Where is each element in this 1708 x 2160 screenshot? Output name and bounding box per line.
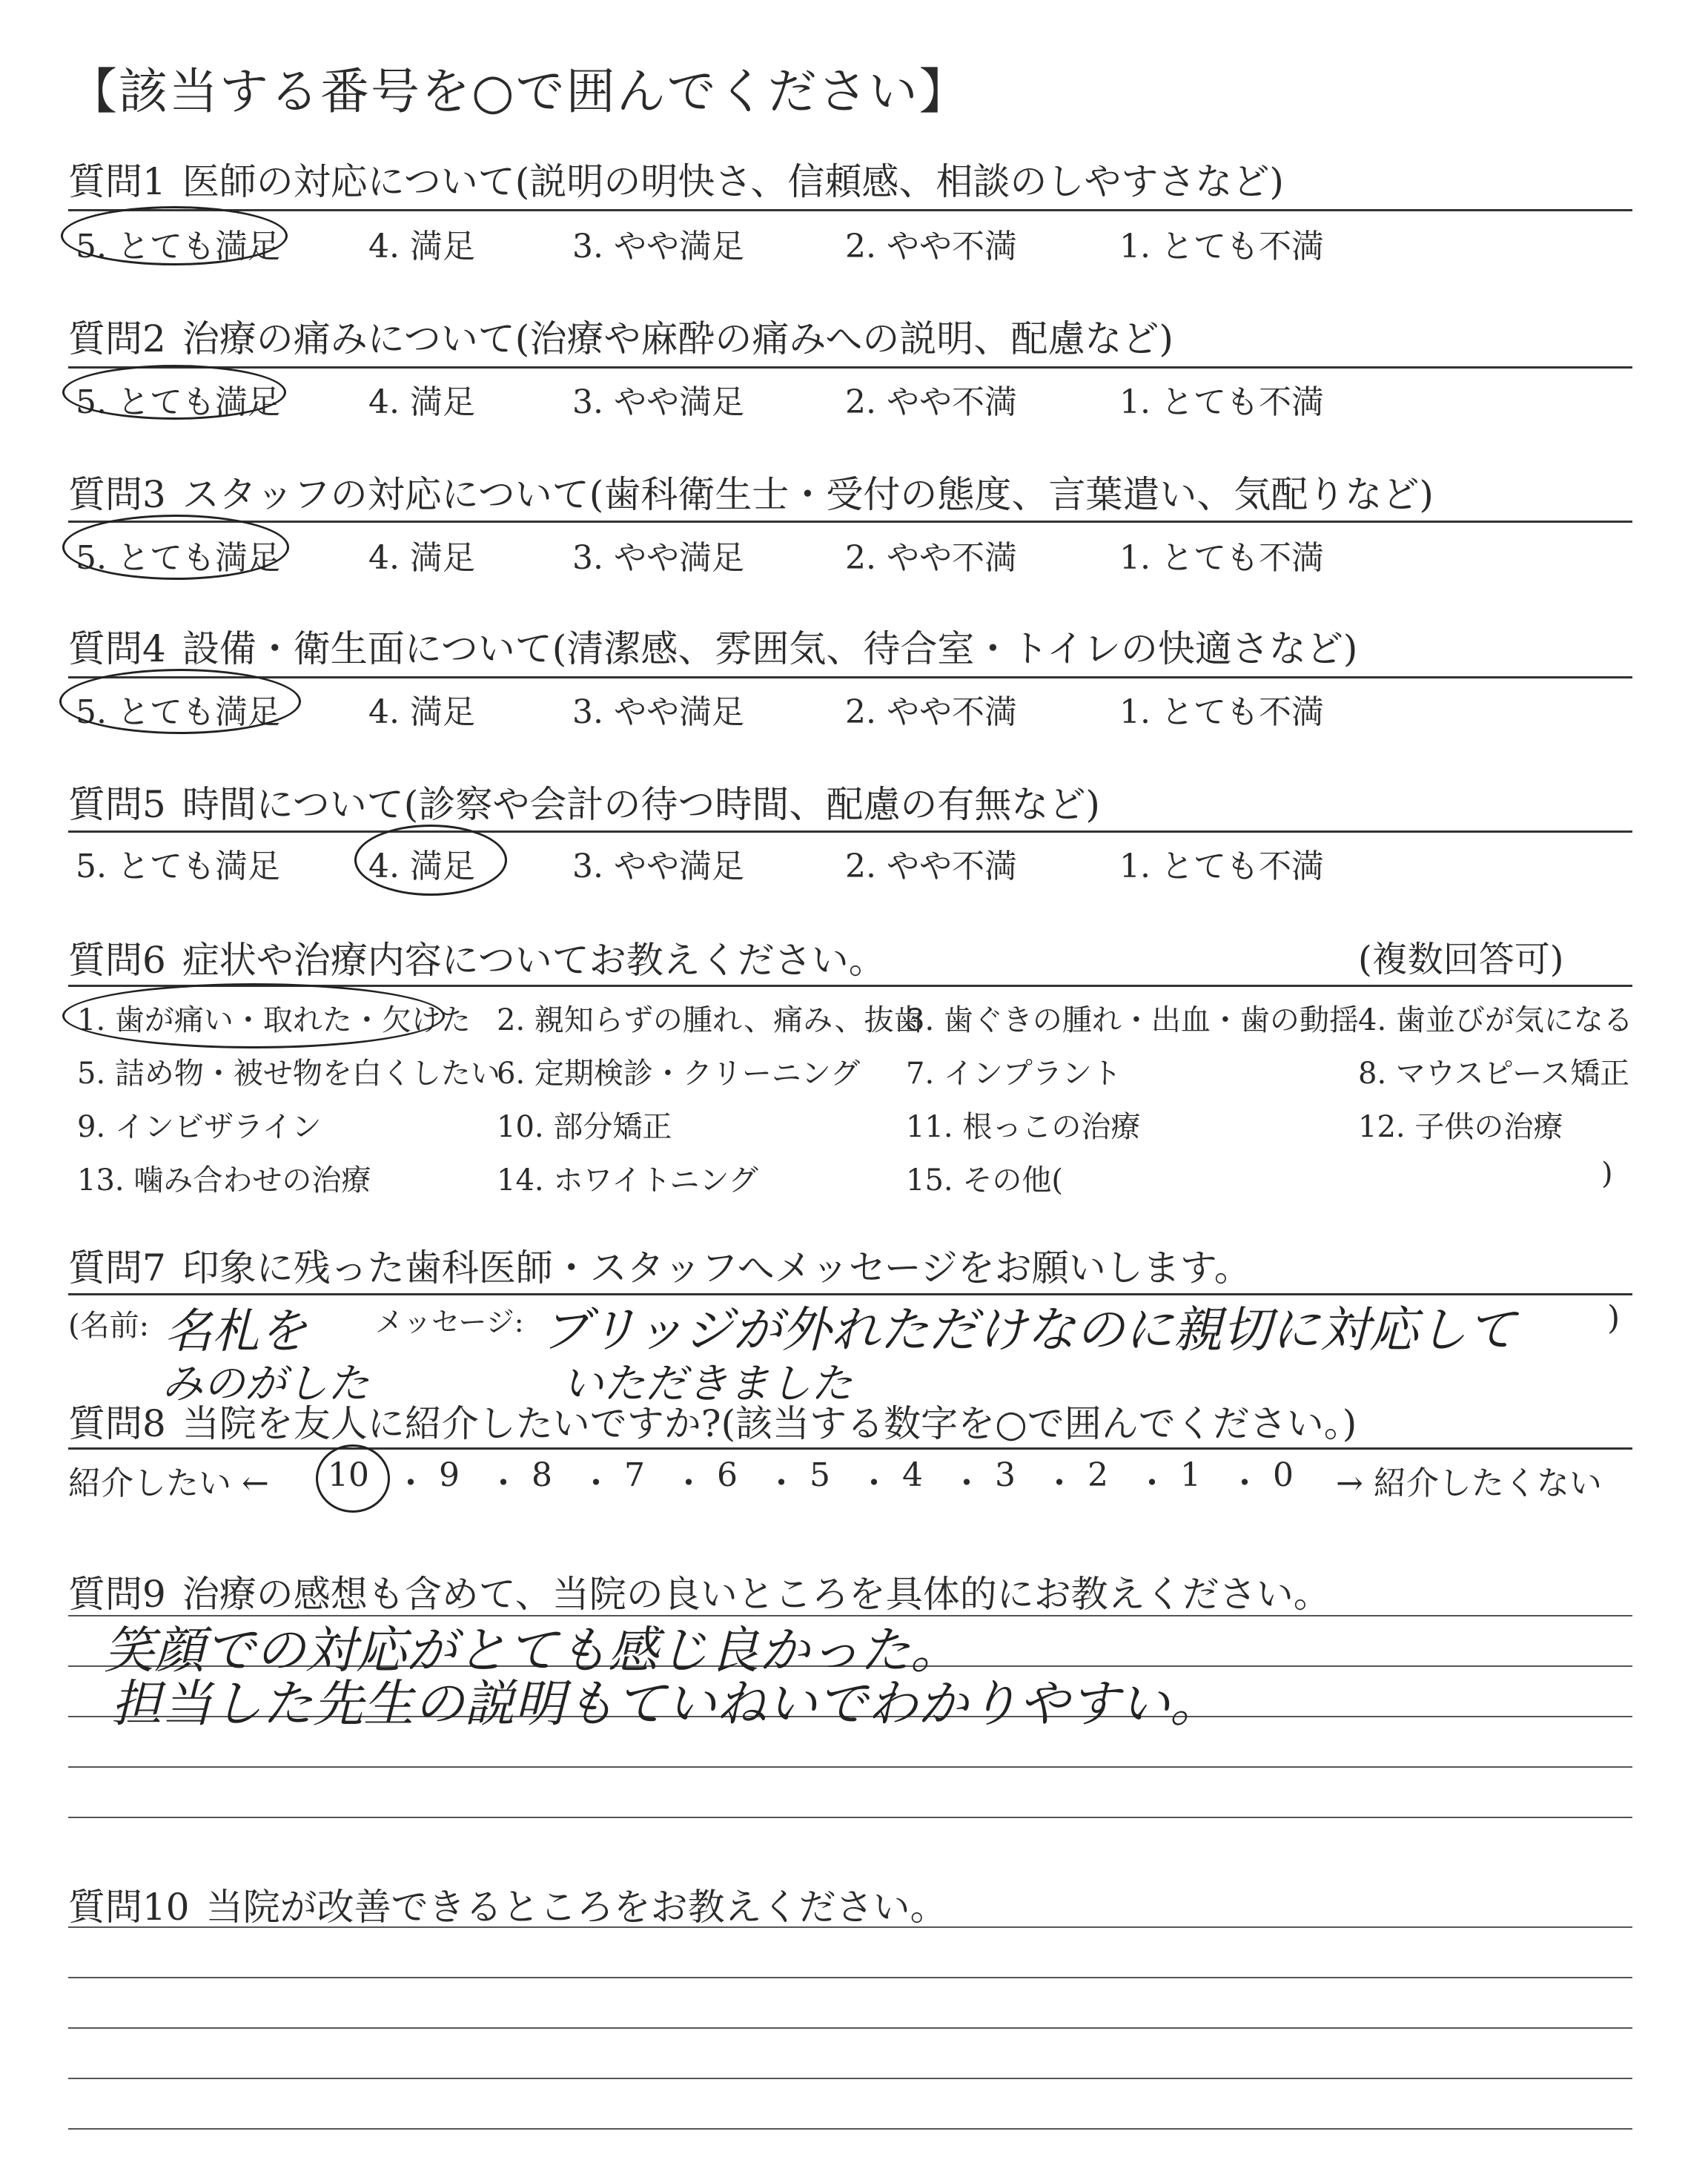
question-text: スタッフの対応について(歯科衛生士・受付の態度、言葉遣い、気配りなど) — [182, 473, 1434, 516]
question-text: 時間について(診察や会計の待つ時間、配慮の有無など) — [182, 783, 1100, 826]
option-2[interactable]: 2. やや不満 — [845, 693, 1017, 731]
answer-line — [68, 2128, 1632, 2130]
option-3[interactable]: 3. やや満足 — [572, 848, 744, 885]
option-1[interactable]: 1. とても不満 — [1119, 383, 1324, 421]
page-title: 【該当する番号を○で囲んでください】 — [68, 63, 970, 120]
scale-10[interactable]: 10 — [328, 1456, 369, 1494]
scale-dot: ・ — [858, 1464, 890, 1502]
option-3[interactable]: 3. やや満足 — [572, 383, 744, 421]
option-4[interactable]: 4. 満足 — [368, 383, 475, 421]
option-4[interactable]: 4. 満足 — [368, 848, 475, 885]
option-1[interactable]: 1. とても不満 — [1119, 539, 1324, 577]
divider — [68, 209, 1632, 211]
scale-dot: ・ — [1228, 1464, 1261, 1502]
question-number: 質問4 — [68, 627, 166, 670]
scale-dot: ・ — [1136, 1464, 1168, 1502]
divider — [68, 830, 1632, 833]
q5-options — [68, 839, 1632, 891]
q6-option-7[interactable]: 7. インプラント — [906, 1057, 1122, 1091]
q6-option-1[interactable]: 1. 歯が痛い・取れた・欠けた — [77, 1003, 471, 1037]
divider — [68, 521, 1632, 523]
q2-options — [68, 375, 1632, 427]
multiple-answers-note: (複数回答可) — [1358, 939, 1564, 980]
q6-option-5[interactable]: 5. 詰め物・被せ物を白くしたい — [77, 1057, 500, 1091]
answer-text-line-2[interactable]: 担当した先生の説明もていねいでわかりやすい。 — [111, 1675, 1221, 1734]
scale-dot: ・ — [487, 1464, 520, 1502]
option-5[interactable]: 5. とても満足 — [76, 228, 280, 265]
answer-line — [68, 1926, 1632, 1928]
question-number: 質問9 — [68, 1573, 166, 1616]
question-3 — [68, 465, 1434, 518]
option-4[interactable]: 4. 満足 — [368, 539, 475, 577]
question-4 — [68, 619, 1357, 673]
divider — [68, 985, 1632, 987]
message-label: メッセージ: — [375, 1306, 524, 1338]
q6-option-6[interactable]: 6. 定期検診・クリーニング — [497, 1057, 861, 1091]
question-number: 質問1 — [68, 160, 166, 203]
question-number: 質問8 — [68, 1402, 166, 1445]
scale-8[interactable]: 8 — [532, 1456, 552, 1494]
option-2[interactable]: 2. やや不満 — [845, 848, 1017, 885]
question-text: 設備・衛生面について(清潔感、雰囲気、待合室・トイレの快適さなど) — [182, 627, 1358, 670]
option-5[interactable]: 5. とても満足 — [76, 539, 280, 577]
scale-dot: ・ — [765, 1464, 798, 1502]
scale-7[interactable]: 7 — [624, 1456, 645, 1494]
name-value-line-2[interactable]: みのがした — [162, 1360, 369, 1408]
q6-option-2[interactable]: 2. 親知らずの腫れ、痛み、抜歯 — [497, 1003, 924, 1037]
option-1[interactable]: 1. とても不満 — [1119, 693, 1324, 731]
question-text: 症状や治療内容についてお教えください。 — [182, 939, 886, 982]
question-text: 治療の痛みについて(治療や麻酔の痛みへの説明、配慮など) — [182, 317, 1174, 360]
scale-dot: ・ — [394, 1464, 427, 1502]
option-3[interactable]: 3. やや満足 — [572, 539, 744, 577]
question-text: 当院が改善できるところをお教えください。 — [205, 1886, 947, 1929]
option-1[interactable]: 1. とても不満 — [1119, 848, 1324, 885]
q6-option-12[interactable]: 12. 子供の治療 — [1358, 1110, 1563, 1144]
scale-dot: ・ — [1043, 1464, 1076, 1502]
question-number: 質問6 — [68, 939, 166, 982]
message-value-line-1[interactable]: ブリッジが外れただけなのに親切に対応して — [541, 1301, 1516, 1358]
scale-left-label: 紹介したい ← — [68, 1464, 269, 1502]
option-1[interactable]: 1. とても不満 — [1119, 228, 1324, 265]
question-text: 印象に残った歯科医師・スタッフへメッセージをお願いします。 — [182, 1246, 1251, 1289]
question-1 — [68, 152, 1284, 205]
option-2[interactable]: 2. やや不満 — [845, 228, 1017, 265]
close-paren: ) — [1607, 1299, 1621, 1337]
question-number: 質問7 — [68, 1246, 166, 1289]
q4-options — [68, 685, 1632, 737]
scale-dot: ・ — [950, 1464, 983, 1502]
q6-option-11[interactable]: 11. 根っこの治療 — [906, 1110, 1141, 1144]
q6-option-10[interactable]: 10. 部分矯正 — [497, 1110, 672, 1144]
option-5[interactable]: 5. とても満足 — [76, 693, 280, 731]
question-number: 質問5 — [68, 783, 166, 826]
scale-dot: ・ — [580, 1464, 612, 1502]
option-5[interactable]: 5. とても満足 — [76, 383, 280, 421]
q3-options — [68, 531, 1632, 583]
divider — [68, 1447, 1632, 1450]
question-number: 質問10 — [68, 1886, 190, 1929]
option-5[interactable]: 5. とても満足 — [76, 848, 280, 885]
name-value-line-1[interactable]: 名札を — [165, 1304, 307, 1359]
q6-other-close-paren: ) — [1601, 1157, 1613, 1191]
option-3[interactable]: 3. やや満足 — [572, 228, 744, 265]
question-8 — [68, 1394, 1357, 1447]
scale-6[interactable]: 6 — [717, 1456, 738, 1494]
question-10 — [68, 1877, 947, 1931]
option-2[interactable]: 2. やや不満 — [845, 383, 1017, 421]
scale-1[interactable]: 1 — [1180, 1456, 1201, 1494]
answer-line — [68, 1817, 1632, 1818]
q6-options — [68, 997, 1632, 1219]
answer-text-line-1[interactable]: 笑顔での対応がとても感じ良かった。 — [104, 1622, 961, 1680]
q6-option-14[interactable]: 14. ホワイトニング — [497, 1163, 758, 1198]
question-6 — [68, 931, 1632, 984]
answer-line — [68, 2027, 1632, 2029]
question-5 — [68, 775, 1100, 828]
q6-option-3[interactable]: 3. 歯ぐきの腫れ・出血・歯の動揺 — [906, 1003, 1359, 1037]
q6-option-15[interactable]: 15. その他( — [906, 1163, 1063, 1198]
scale-0[interactable]: 0 — [1273, 1456, 1294, 1494]
question-text: 医師の対応について(説明の明快さ、信頼感、相談のしやすさなど) — [182, 160, 1284, 203]
question-7 — [68, 1238, 1251, 1292]
option-4[interactable]: 4. 満足 — [368, 228, 475, 265]
scale-9[interactable]: 9 — [439, 1456, 460, 1494]
scale-dot: ・ — [672, 1464, 705, 1502]
name-label: (名前: — [68, 1309, 150, 1343]
divider — [68, 366, 1632, 369]
question-text: 治療の感想も含めて、当院の良いところを具体的にお教えください。 — [182, 1573, 1331, 1616]
message-value-line-2[interactable]: いただきました — [562, 1360, 853, 1408]
option-3[interactable]: 3. やや満足 — [572, 693, 744, 731]
answer-line — [68, 2078, 1632, 2079]
recommend-scale — [68, 1456, 1632, 1508]
q6-option-9[interactable]: 9. インビザライン — [77, 1110, 322, 1144]
divider — [68, 676, 1632, 678]
q6-option-13[interactable]: 13. 噛み合わせの治療 — [77, 1163, 371, 1198]
scale-4[interactable]: 4 — [902, 1456, 923, 1494]
scale-2[interactable]: 2 — [1088, 1456, 1108, 1494]
question-2 — [68, 309, 1174, 363]
scale-3[interactable]: 3 — [995, 1456, 1016, 1494]
question-number: 質問3 — [68, 473, 166, 516]
option-2[interactable]: 2. やや不満 — [845, 539, 1017, 577]
q1-options — [68, 219, 1632, 271]
answer-line — [68, 1977, 1632, 1978]
question-text: 当院を友人に紹介したいですか?(該当する数字を○で囲んでください。) — [182, 1402, 1357, 1445]
scale-right-label: → 紹介したくない — [1336, 1464, 1602, 1502]
question-number: 質問2 — [68, 317, 166, 360]
q6-option-8[interactable]: 8. マウスピース矯正 — [1358, 1057, 1630, 1091]
q6-option-4[interactable]: 4. 歯並びが気になる — [1358, 1003, 1633, 1037]
option-4[interactable]: 4. 満足 — [368, 693, 475, 731]
answer-line — [68, 1766, 1632, 1768]
scale-5[interactable]: 5 — [810, 1456, 830, 1494]
